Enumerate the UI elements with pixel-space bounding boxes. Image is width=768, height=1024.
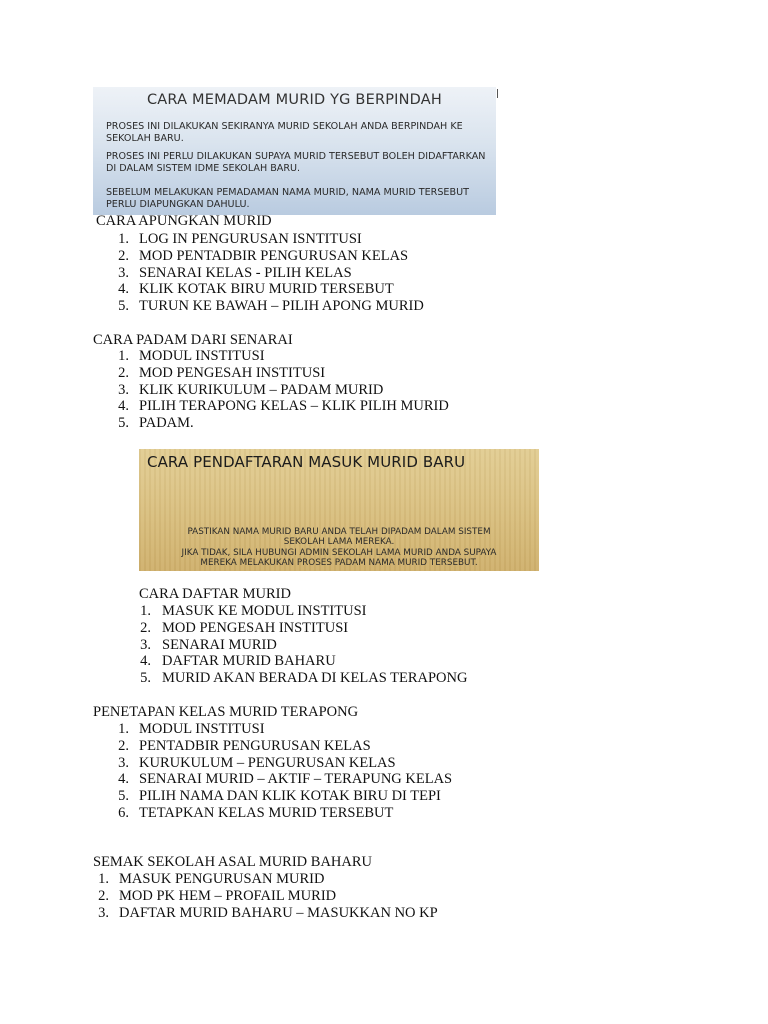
banner-register-para-1-line-1: PASTIKAN NAMA MURID BARU ANDA TELAH DIPADAM DALAM SISTEM	[187, 527, 491, 537]
banner-remove-title: CARA MEMADAM MURID YG BERPINDAH	[146, 92, 443, 108]
step-number: 4.	[118, 398, 129, 415]
step-text: MASUK PENGURUSAN MURID	[119, 871, 325, 887]
heading-penetapan-kelas: PENETAPAN KELAS MURID TERAPONG	[93, 704, 359, 720]
step-text: PILIH NAMA DAN KLIK KOTAK BIRU DI TEPI	[139, 788, 441, 805]
step-number: 5.	[118, 415, 129, 432]
heading-semak-sekolah-asal: SEMAK SEKOLAH ASAL MURID BAHARU	[93, 854, 373, 870]
banner-remove-para-1: PROSES INI DILAKUKAN SEKIRANYA MURID SEKOLAH ANDA BERPINDAH KE SEKOLAH BARU.	[106, 121, 463, 144]
step-text: KLIK KOTAK BIRU MURID TERSEBUT	[139, 281, 394, 298]
step-number: 2.	[118, 364, 129, 381]
list-item	[114, 721, 452, 738]
list-item	[114, 298, 424, 315]
list-item	[96, 888, 438, 905]
step-number: 1.	[98, 871, 109, 887]
step-text: KLIK KURIKULUM – PADAM MURID	[139, 381, 384, 398]
banner-register-new-student	[139, 449, 539, 571]
list-item	[139, 620, 467, 637]
list-item	[114, 755, 452, 772]
list-item	[139, 603, 467, 620]
steps-apungkan-murid	[114, 231, 424, 315]
steps-penetapan-kelas	[114, 721, 452, 822]
banner-remove-para-2: PROSES INI PERLU DILAKUKAN SUPAYA MURID TERSEBUT BOLEH DIDAFTARKAN DI DALAM SISTEM IDME SEKOLAH BARU.	[106, 151, 486, 174]
step-number: 1.	[118, 721, 129, 737]
list-item	[96, 905, 438, 922]
steps-daftar-murid	[139, 603, 467, 687]
step-number: 1.	[118, 348, 129, 364]
banner-register-para-1-line-2: SEKOLAH LAMA MEREKA.	[283, 537, 395, 547]
step-text: SENARAI MURID – AKTIF – TERAPUNG KELAS	[139, 771, 453, 788]
step-number: 3.	[98, 904, 109, 921]
step-number: 4.	[118, 771, 129, 788]
list-item	[96, 871, 438, 888]
step-text: DAFTAR MURID BAHARU	[162, 653, 336, 670]
step-number: 3.	[118, 381, 129, 398]
step-text: MOD PENGESAH INSTITUSI	[162, 619, 349, 636]
step-number: 3.	[140, 636, 151, 653]
list-item	[114, 805, 452, 822]
step-number: 1.	[118, 231, 129, 247]
list-item	[114, 265, 424, 282]
step-text: SENARAI MURID	[162, 636, 277, 653]
heading-apungkan-murid: CARA APUNGKAN MURID	[96, 213, 272, 229]
step-text: KURUKULUM – PENGURUSAN KELAS	[139, 754, 396, 771]
step-text: LOG IN PENGURUSAN ISNTITUSI	[139, 231, 362, 247]
step-text: PADAM.	[139, 415, 194, 432]
step-number: 5.	[140, 670, 151, 687]
list-item	[114, 415, 449, 432]
step-number: 2.	[98, 887, 109, 904]
step-number: 2.	[118, 737, 129, 754]
step-text: TETAPKAN KELAS MURID TERSEBUT	[139, 804, 394, 821]
step-number: 5.	[118, 298, 129, 315]
list-item	[114, 771, 452, 788]
step-number: 1.	[140, 603, 151, 619]
list-item	[114, 738, 452, 755]
step-number: 2.	[140, 619, 151, 636]
step-text: PENTADBIR PENGURUSAN KELAS	[139, 737, 371, 754]
banner-remove-transferred-student	[93, 87, 496, 215]
step-text: SENARAI KELAS - PILIH KELAS	[139, 264, 352, 281]
step-text: MURID AKAN BERADA DI KELAS TERAPONG	[162, 670, 468, 687]
heading-padam-dari-senarai: CARA PADAM DARI SENARAI	[93, 332, 293, 348]
step-number: 3.	[118, 264, 129, 281]
step-number: 3.	[118, 754, 129, 771]
steps-padam-dari-senarai	[114, 348, 449, 432]
step-text: MASUK KE MODUL INSTITUSI	[162, 603, 367, 619]
step-text: TURUN KE BAWAH – PILIH APONG MURID	[139, 298, 424, 315]
step-text: PILIH TERAPONG KELAS – KLIK PILIH MURID	[139, 398, 449, 415]
list-item	[139, 670, 467, 687]
list-item	[114, 788, 452, 805]
banner-register-para-2-line-1: JIKA TIDAK, SILA HUBUNGI ADMIN SEKOLAH LAMA MURID ANDA SUPAYA	[181, 548, 497, 558]
list-item	[114, 365, 449, 382]
step-number: 4.	[118, 281, 129, 298]
banner-register-para-2-line-2: MEREKA MELAKUKAN PROSES PADAM NAMA MURID TERSEBUT.	[200, 558, 478, 568]
list-item	[114, 248, 424, 265]
banner-register-title: CARA PENDAFTARAN MASUK MURID BARU	[147, 453, 466, 471]
banner-edge-mark	[497, 89, 498, 98]
banner-remove-para-3: SEBELUM MELAKUKAN PEMADAMAN NAMA MURID, NAMA MURID TERSEBUT PERLU DIAPUNGKAN DAHULU.	[106, 187, 469, 210]
step-number: 2.	[118, 247, 129, 264]
step-text: MODUL INSTITUSI	[139, 348, 265, 364]
step-text: DAFTAR MURID BAHARU – MASUKKAN NO KP	[119, 904, 438, 921]
steps-semak-sekolah-asal	[96, 871, 438, 921]
step-text: MOD PK HEM – PROFAIL MURID	[119, 887, 337, 904]
step-text: MODUL INSTITUSI	[139, 721, 265, 737]
step-number: 4.	[140, 653, 151, 670]
list-item	[114, 348, 449, 365]
step-number: 5.	[118, 788, 129, 805]
list-item	[139, 653, 467, 670]
step-text: MOD PENGESAH INSTITUSI	[139, 364, 326, 381]
list-item	[139, 637, 467, 654]
step-text: MOD PENTADBIR PENGURUSAN KELAS	[139, 247, 409, 264]
list-item	[114, 281, 424, 298]
heading-daftar-murid: CARA DAFTAR MURID	[139, 586, 291, 602]
list-item	[114, 382, 449, 399]
step-number: 6.	[118, 804, 129, 821]
list-item	[114, 231, 424, 248]
list-item	[114, 398, 449, 415]
